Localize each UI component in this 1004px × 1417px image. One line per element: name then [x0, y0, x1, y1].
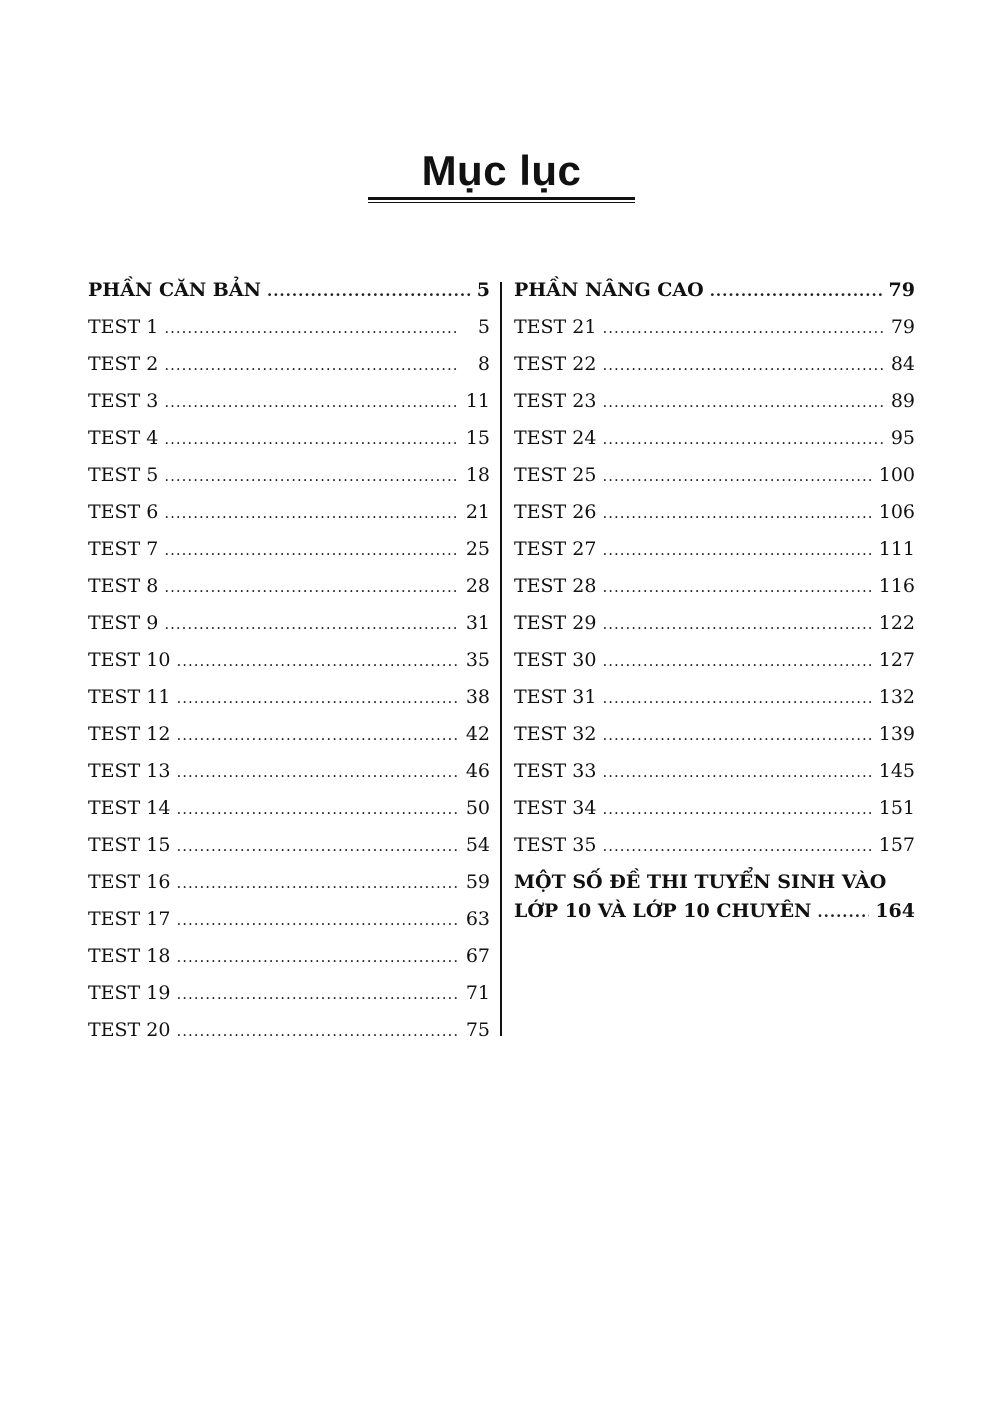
dot-leader	[267, 273, 471, 310]
toc-entry[interactable]	[88, 605, 490, 642]
toc-entry-label: TEST 13	[88, 760, 171, 782]
dot-leader	[164, 458, 458, 495]
toc-entry[interactable]	[88, 753, 490, 790]
toc-entry-page: 38	[465, 686, 490, 708]
toc-entry-label: TEST 31	[514, 686, 597, 708]
toc-entry-page: 116	[878, 575, 915, 597]
toc-entry-label: TEST 3	[88, 390, 159, 412]
dot-leader	[164, 310, 458, 347]
toc-entry-entrance-exams[interactable]	[514, 868, 915, 927]
dot-leader	[176, 680, 458, 717]
dot-leader	[602, 532, 872, 569]
toc-entry-label: TEST 7	[88, 538, 159, 560]
dot-leader	[602, 384, 883, 421]
toc-entry-page: 25	[465, 538, 490, 560]
toc-entry-page: 54	[465, 834, 490, 856]
toc-entry-label-line1: MỘT SỐ ĐỀ THI TUYỂN SINH VÀO	[514, 871, 887, 893]
toc-entry-label: TEST 21	[514, 316, 597, 338]
toc-entry-page: 71	[465, 982, 490, 1004]
dot-leader	[602, 458, 872, 495]
toc-entry-label: TEST 27	[514, 538, 597, 560]
toc-entry[interactable]	[514, 420, 915, 457]
dot-leader	[817, 898, 869, 927]
toc-list-basic	[88, 309, 490, 1049]
toc-entry[interactable]	[88, 494, 490, 531]
toc-entry[interactable]	[514, 346, 915, 383]
toc-entry-page: 15	[465, 427, 490, 449]
toc-entry-label: TEST 24	[514, 427, 597, 449]
dot-leader	[176, 902, 458, 939]
toc-entry[interactable]	[88, 827, 490, 864]
toc-entry-label: TEST 5	[88, 464, 159, 486]
toc-entry-label: TEST 28	[514, 575, 597, 597]
dot-leader	[602, 310, 883, 347]
dot-leader	[602, 495, 872, 532]
toc-entry[interactable]	[88, 420, 490, 457]
toc-entry-label: TEST 10	[88, 649, 171, 671]
toc-entry-label: TEST 2	[88, 353, 159, 375]
toc-entry-page: 151	[878, 797, 915, 819]
toc-entry[interactable]	[88, 679, 490, 716]
dot-leader	[164, 532, 458, 569]
dot-leader	[176, 828, 458, 865]
toc-entry[interactable]	[514, 494, 915, 531]
toc-column-right	[514, 272, 915, 927]
toc-entry-page: 95	[890, 427, 915, 449]
dot-leader	[164, 384, 458, 421]
toc-entry-label: TEST 1	[88, 316, 159, 338]
dot-leader	[602, 347, 883, 384]
dot-leader	[176, 1013, 458, 1050]
toc-entry-label: TEST 17	[88, 908, 171, 930]
toc-entry-page: 46	[465, 760, 490, 782]
toc-entry-label: TEST 15	[88, 834, 171, 856]
title-underline-thin	[368, 202, 635, 203]
toc-entry[interactable]	[88, 1012, 490, 1049]
toc-heading-page: 5	[476, 279, 490, 301]
toc-entry-page: 42	[465, 723, 490, 745]
toc-section-heading-advanced[interactable]	[514, 272, 915, 309]
toc-entry-label: TEST 29	[514, 612, 597, 634]
toc-entry-label: TEST 23	[514, 390, 597, 412]
dot-leader	[164, 569, 458, 606]
toc-entry-label: TEST 14	[88, 797, 171, 819]
toc-entry-label: TEST 8	[88, 575, 159, 597]
dot-leader	[164, 495, 458, 532]
toc-entry-label: TEST 4	[88, 427, 159, 449]
dot-leader	[176, 717, 458, 754]
toc-entry-page: 50	[465, 797, 490, 819]
page-title: Mục lục	[421, 147, 582, 194]
toc-entry[interactable]	[88, 864, 490, 901]
dot-leader	[164, 347, 458, 384]
toc-entry-label: TEST 35	[514, 834, 597, 856]
toc-heading-label: PHẦN CĂN BẢN	[88, 279, 261, 301]
toc-entry[interactable]	[88, 938, 490, 975]
toc-entry-page: 31	[465, 612, 490, 634]
toc-entry[interactable]	[514, 457, 915, 494]
toc-entry-label: TEST 11	[88, 686, 171, 708]
toc-entry[interactable]	[88, 901, 490, 938]
toc-entry-page: 111	[878, 538, 915, 560]
toc-entry-label: TEST 32	[514, 723, 597, 745]
dot-leader	[602, 643, 872, 680]
dot-leader	[176, 791, 458, 828]
dot-leader	[602, 754, 872, 791]
toc-entry-label: TEST 16	[88, 871, 171, 893]
toc-column-left	[88, 272, 490, 1049]
toc-entry-page: 89	[890, 390, 915, 412]
toc-entry-page: 122	[878, 612, 915, 634]
toc-entry-label: TEST 34	[514, 797, 597, 819]
toc-entry-page: 63	[465, 908, 490, 930]
dot-leader	[602, 680, 872, 717]
toc-entry[interactable]	[514, 531, 915, 568]
toc-entry-label: TEST 6	[88, 501, 159, 523]
toc-entry[interactable]	[514, 716, 915, 753]
toc-entry-label: TEST 20	[88, 1019, 171, 1041]
toc-entry-label: TEST 18	[88, 945, 171, 967]
toc-entry-label: TEST 33	[514, 760, 597, 782]
toc-entry-page: 164	[875, 900, 915, 922]
toc-entry-page: 75	[465, 1019, 490, 1041]
dot-leader	[602, 421, 883, 458]
toc-entry[interactable]	[88, 790, 490, 827]
toc-entry-label: TEST 12	[88, 723, 171, 745]
toc-entry-page: 18	[465, 464, 490, 486]
toc-entry-label: TEST 9	[88, 612, 159, 634]
title-underline-thick	[368, 197, 635, 200]
dot-leader	[176, 939, 458, 976]
toc-entry-label: TEST 25	[514, 464, 597, 486]
toc-entry[interactable]	[514, 827, 915, 864]
toc-entry-page: 106	[878, 501, 915, 523]
toc-entry-page: 21	[465, 501, 490, 523]
dot-leader	[602, 791, 872, 828]
toc-entry[interactable]	[88, 457, 490, 494]
toc-entry[interactable]	[514, 790, 915, 827]
dot-leader	[176, 643, 458, 680]
toc-entry-page: 28	[465, 575, 490, 597]
dot-leader	[602, 828, 872, 865]
toc-entry[interactable]	[514, 753, 915, 790]
toc-entry[interactable]	[88, 309, 490, 346]
toc-entry[interactable]	[88, 531, 490, 568]
dot-leader	[602, 569, 872, 606]
toc-entry-page: 100	[878, 464, 915, 486]
toc-section-heading-basic[interactable]	[88, 272, 490, 309]
toc-entry-page: 127	[878, 649, 915, 671]
dot-leader	[164, 421, 458, 458]
toc-entry-page: 67	[465, 945, 490, 967]
toc-entry[interactable]	[514, 383, 915, 420]
toc-entry-page: 5	[477, 316, 490, 338]
toc-entry-page: 79	[890, 316, 915, 338]
toc-entry-label: TEST 30	[514, 649, 597, 671]
dot-leader	[176, 976, 458, 1013]
toc-entry-page: 157	[878, 834, 915, 856]
toc-entry-page: 132	[878, 686, 915, 708]
toc-entry[interactable]	[514, 568, 915, 605]
dot-leader	[602, 717, 872, 754]
toc-entry-page: 139	[878, 723, 915, 745]
toc-entry-page: 35	[465, 649, 490, 671]
toc-entry-page: 84	[890, 353, 915, 375]
toc-entry-page: 59	[465, 871, 490, 893]
toc-entry[interactable]	[88, 642, 490, 679]
dot-leader	[710, 273, 883, 310]
toc-entry[interactable]	[514, 642, 915, 679]
toc-title-block	[368, 140, 635, 202]
toc-entry[interactable]	[514, 309, 915, 346]
dot-leader	[176, 754, 458, 791]
dot-leader	[164, 606, 458, 643]
dot-leader	[176, 865, 458, 902]
toc-entry-label: TEST 19	[88, 982, 171, 1004]
toc-entry[interactable]	[514, 605, 915, 642]
toc-entry-page: 145	[878, 760, 915, 782]
dot-leader	[602, 606, 872, 643]
toc-entry-label: TEST 26	[514, 501, 597, 523]
toc-entry[interactable]	[88, 716, 490, 753]
toc-entry[interactable]	[88, 346, 490, 383]
toc-entry[interactable]	[88, 383, 490, 420]
toc-entry-label-line2: LỚP 10 VÀ LỚP 10 CHUYÊN	[514, 900, 812, 922]
toc-entry[interactable]	[88, 975, 490, 1012]
toc-entry[interactable]	[514, 679, 915, 716]
column-divider	[500, 282, 502, 1036]
toc-entry[interactable]	[88, 568, 490, 605]
toc-entry-page: 11	[465, 390, 490, 412]
toc-list-advanced	[514, 309, 915, 864]
toc-entry-page: 8	[477, 353, 490, 375]
toc-heading-label: PHẦN NÂNG CAO	[514, 279, 704, 301]
toc-entry-label: TEST 22	[514, 353, 597, 375]
toc-heading-page: 79	[888, 279, 915, 301]
